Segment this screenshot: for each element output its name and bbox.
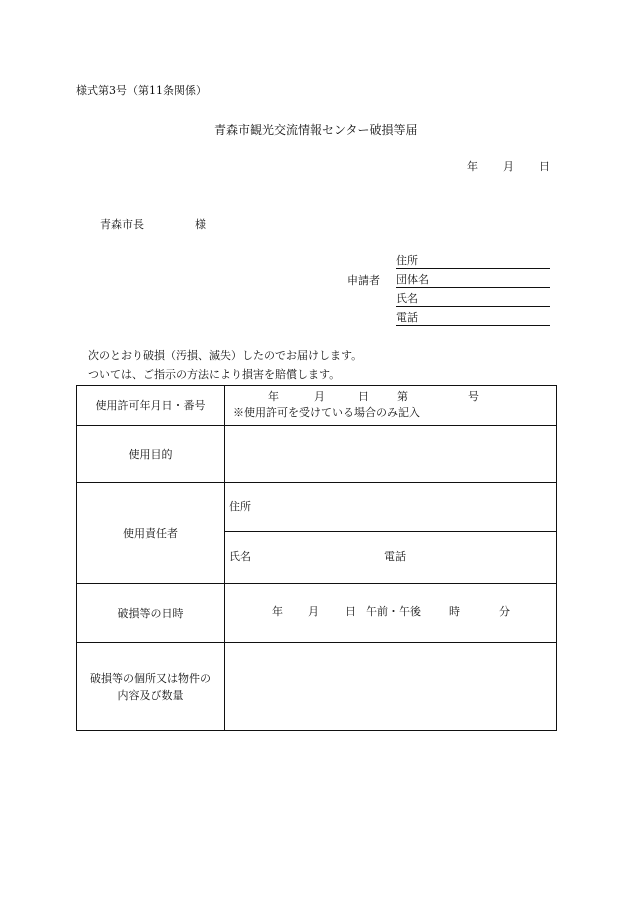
permit-value-cell[interactable] (225, 386, 557, 426)
applicant-phone-label: 電話 (396, 311, 418, 324)
addressee-honorific: 様 (195, 218, 206, 231)
damage-datetime-row (77, 584, 557, 643)
intro-line-2: ついては、ご指示の方法により損害を賠償します。 (88, 368, 341, 381)
purpose-row (77, 426, 557, 483)
damage-detail-cell[interactable] (225, 643, 557, 731)
date-day-label: 日 (539, 160, 550, 173)
permit-go: 号 (468, 390, 479, 403)
date-year-label: 年 (467, 160, 478, 173)
applicant-name-field[interactable] (396, 292, 550, 307)
damage-datetime-label: 破損等の日時 (77, 584, 225, 643)
applicant-address-field[interactable] (396, 254, 550, 269)
intro-line-1: 次のとおり破損（汚損、滅失）したのでお届けします。 (88, 349, 363, 362)
permit-dai: 第 (397, 390, 408, 403)
damage-minute: 分 (499, 605, 510, 618)
applicant-name-label: 氏名 (396, 292, 418, 305)
purpose-value-cell[interactable] (225, 426, 557, 483)
damage-detail-label (77, 643, 225, 731)
responsible-address-row (77, 483, 557, 532)
damage-ampm: 午前・午後 (366, 605, 421, 618)
responsible-phone-label: 電話 (384, 550, 406, 563)
permit-label: 使用許可年月日・番号 (77, 386, 225, 426)
form-number: 様式第3号（第11条関係） (76, 84, 207, 97)
damage-report-table (76, 385, 557, 731)
permit-day: 日 (358, 390, 369, 403)
applicant-address-label: 住所 (396, 254, 418, 267)
damage-detail-label-line-1: 破損等の個所又は物件の (90, 671, 211, 685)
applicant-group-field[interactable] (396, 273, 550, 288)
responsible-address-cell[interactable] (225, 483, 557, 532)
damage-hour: 時 (449, 605, 460, 618)
permit-year: 年 (268, 390, 279, 403)
date-month-label: 月 (503, 160, 514, 173)
document-title: 青森市観光交流情報センター破損等届 (214, 123, 418, 137)
permit-row (77, 386, 557, 426)
permit-month: 月 (314, 390, 325, 403)
damage-datetime-cell[interactable] (225, 584, 557, 643)
damage-day: 日 (345, 605, 356, 618)
addressee-name: 青森市長 (100, 218, 144, 231)
damage-month: 月 (308, 605, 319, 618)
damage-detail-label-line-2: 内容及び数量 (117, 688, 184, 702)
applicant-group-label: 団体名 (396, 273, 429, 286)
responsible-label: 使用責任者 (77, 483, 225, 584)
responsible-name-cell[interactable] (225, 532, 557, 584)
applicant-label: 申請者 (347, 274, 380, 287)
damage-detail-row (77, 643, 557, 731)
applicant-phone-field[interactable] (396, 311, 550, 326)
purpose-label: 使用目的 (77, 426, 225, 483)
responsible-address-label: 住所 (229, 500, 251, 513)
damage-year: 年 (272, 605, 283, 618)
responsible-name-label: 氏名 (229, 550, 251, 563)
permit-note: ※使用許可を受けている場合のみ記入 (233, 406, 420, 419)
